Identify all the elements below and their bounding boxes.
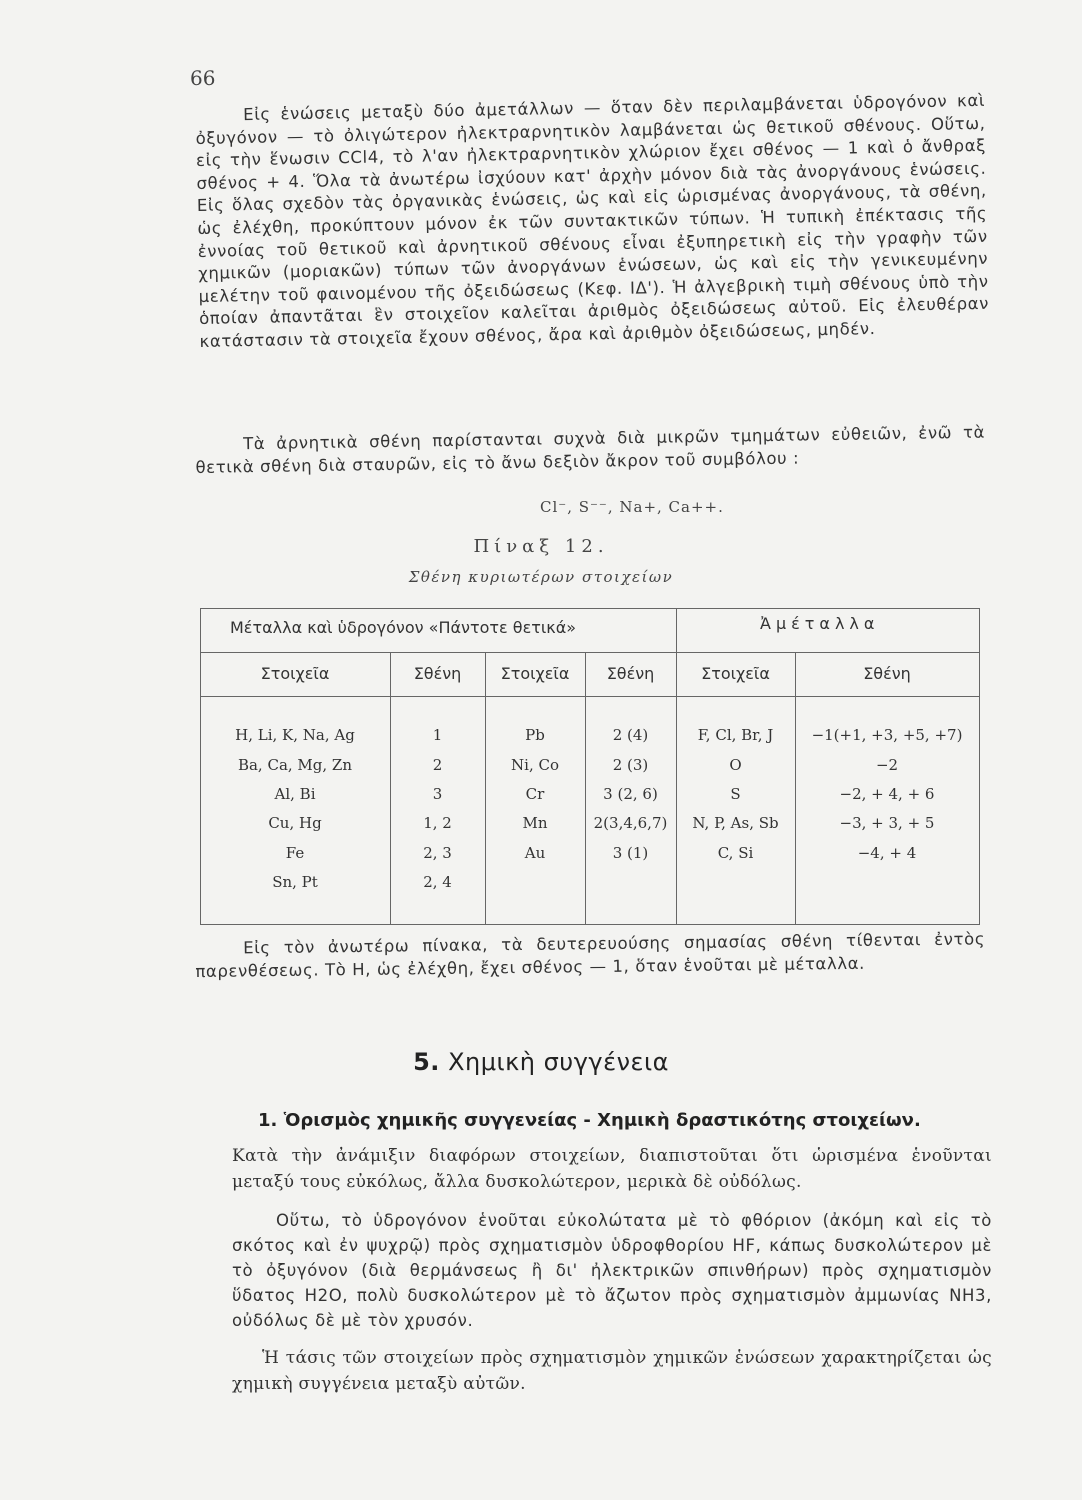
paragraph-table-note: Εἰς τὸν ἀνωτέρω πίνακα, τὰ δευτερευούσης σημασίας σθένη τίθενται ἐντὸς παρενθέσεως. Τὸ H, ὡς ἐλέχθη, ἔχει σθένος — 1, ὅταν ἑνοῦται μὲ μέταλλα. <box>195 929 986 981</box>
col-header: Στοιχεῖα <box>500 664 570 683</box>
paragraph-mixing: Κατὰ τὴν ἀνάμιξιν διαφόρων στοιχείων, διαπιστοῦται ὅτι ὡρισμένα ἑνοῦνται μεταξύ τους εὐκόλως, ἄλλα δυσκολώτερον, μερικὰ δὲ οὐδόλως. <box>232 1146 992 1192</box>
page-number: 66 <box>190 66 216 90</box>
table-cell: −1(+1, +3, +5, +7) <box>811 726 963 744</box>
paragraph-valence-notation: Τὰ ἀρνητικὰ σθένη παρίστανται συχνὰ διὰ μικρῶν τμημάτων εὐθειῶν, ἐνῶ τὰ θετικὰ σθένη διὰ σταυρῶν, εἰς τὸ ἄνω δεξιὸν ἄκρον τοῦ συμβόλου : <box>195 422 986 477</box>
table-cell: 1, 2 <box>423 814 452 832</box>
subsection-title: 1. Ὁρισμὸς χημικῆς συγγενείας - Χημικὴ δραστικότης στοιχείων. <box>258 1110 921 1131</box>
ion-examples: Cl⁻, S⁻⁻, Na+, Ca++. <box>540 498 724 516</box>
table-caption: Σθένη κυριωτέρων στοιχείων <box>408 568 674 586</box>
table-cell: Mn <box>522 814 548 832</box>
table-cell: Cr <box>525 785 545 803</box>
section-number: 5. <box>413 1048 440 1076</box>
valence-table <box>200 608 980 926</box>
table-cell: −4, + 4 <box>857 844 917 862</box>
col-header: Σθένη <box>606 664 655 683</box>
table-cell: Fe <box>285 844 305 862</box>
paragraph-hydrogen-examples: Οὕτω, τὸ ὑδρογόνον ἑνοῦται εὐκολώτατα μὲ τὸ φθόριον (ἀκόμη καὶ εἰς τὸ σκότος καὶ ἐν ψυχρῷ) πρὸς σχηματισμὸν ὑδροφθορίου HF, κάπως δυσκολώτερον μὲ τὸ ὀξυγόνον (διὰ θερμάνσεως ἢ δι' ἠλεκτρικῶν σπινθήρων) πρὸς σχηματισμὸν ὕδατος H2O, πολὺ δυσκολώτερον μὲ τὸ ἄζωτον πρὸς σχηματισμὸν ἀμμωνίας NH3, οὐδόλως δὲ μὲ τὸν χρυσόν. <box>232 1211 992 1330</box>
section-title-text: Χημικὴ συγγένεια <box>448 1048 669 1076</box>
table-cell: F, Cl, Br, J <box>697 726 774 744</box>
table-cell: 3 (1) <box>612 844 649 862</box>
table-cell: Ba, Ca, Mg, Zn <box>237 756 353 774</box>
table-cell: Sn, Pt <box>272 873 318 891</box>
paragraph-chemical-affinity: Ἡ τάσις τῶν στοιχείων πρὸς σχηματισμὸν χημικῶν ἑνώσεων χαρακτηρίζεται ὡς χημικὴ συγγένεια μεταξὺ αὐτῶν. <box>232 1348 992 1394</box>
table-cell: −3, + 3, + 5 <box>839 814 935 832</box>
table-cell: N, P, As, Sb <box>692 814 779 832</box>
table-cell: 2 (3) <box>612 756 649 774</box>
table-cell: 1 <box>432 726 443 744</box>
header-nonmetals: Ἀμέταλλα <box>760 614 880 633</box>
table-cell: 2, 4 <box>423 873 452 891</box>
section-title <box>0 1048 1082 1076</box>
paragraph-oxidation-number: Εἰς ἑνώσεις μεταξὺ δύο ἀμετάλλων — ὅταν δὲν περιλαμβάνεται ὑδρογόνον καὶ ὀξυγόνον — τὸ ὀλιγώτερον ἠλεκτραρνητικὸν λαμβάνεται ὡς θετικοῦ σθένους. Οὕτω, εἰς τὴν ἕνωσιν CCl4, τὸ λ'αν ἠλεκτραρνητικὸν χλώριον ἔχει σθένος — 1 καὶ ὁ ἄνθραξ σθένος + 4. Ὅλα τὰ ἀνωτέρω ἰσχύουν κατ' ἀρχὴν μόνον διὰ τὰς ἀνοργάνους ἑνώσεις. Εἰς ὅλας σχεδὸν τὰς ὀργανικὰς ἑνώσεις, ὡς καὶ εἰς ὡρισμένας ἀνοργάνους, τὰ σθένη, ὡς ἐλέχθη, προκύπτουν μόνον ἐκ τῶν συντακτικῶν τύπων. Ἡ τυπικὴ ἐπέκτασις τῆς ἐννοίας τοῦ θετικοῦ καὶ ἀρνητικοῦ σθένους εἶναι ἐξυπηρετικὴ εἰς τὴν γραφὴν τῶν χημικῶν (μοριακῶν) τύπων τῶν ἀνοργάνων ἑνώσεων, ὡς καὶ εἰς τὴν γενικευμένην μελέτην τοῦ φαινομένου τῆς ὀξειδώσεως (Κεφ. ΙΔ'). Ἡ ἀλγεβρικὴ τιμὴ σθένους ὑπὸ τὴν ὁποίαν ἀπαντᾶται ἓν στοιχεῖον καλεῖται ἀριθμὸς ὀξειδώσεως αὐτοῦ. Εἰς ἐλευθέραν κατάστασιν τὰ στοιχεῖα ἔχουν σθένος, ἄρα καὶ ἀριθμὸν ὀξειδώσεως, μηδέν. <box>195 90 990 351</box>
col-header: Σθένη <box>413 664 462 683</box>
table-cell: Pb <box>525 726 545 744</box>
col-header: Στοιχεῖα <box>701 664 770 683</box>
table-cell: Au <box>524 844 546 862</box>
table-cell: 2, 3 <box>423 844 452 862</box>
table-cell: Ni, Co <box>511 756 559 774</box>
table-cell: 2(3,4,6,7) <box>593 814 668 832</box>
table-cell: C, Si <box>717 844 754 862</box>
table-cell: −2, + 4, + 6 <box>839 785 935 803</box>
table-cell: Al, Bi <box>274 785 316 803</box>
table-cell: H, Li, K, Na, Ag <box>235 726 355 744</box>
table-cell: 3 (2, 6) <box>603 785 658 803</box>
table-cell: 3 <box>432 785 443 803</box>
table-cell: −2 <box>875 756 899 774</box>
table-cell: Cu, Hg <box>268 814 322 832</box>
col-header: Σθένη <box>863 664 911 683</box>
header-metals: Μέταλλα καὶ ὑδρογόνον «Πάντοτε θετικά» <box>230 618 577 637</box>
col-header: Στοιχεῖα <box>260 664 330 683</box>
table-cell: 2 (4) <box>612 726 649 744</box>
table-cell: S <box>730 785 741 803</box>
table-cell: O <box>729 756 742 774</box>
table-number: Πίναξ 12. <box>473 536 609 557</box>
table-cell: 2 <box>432 756 443 774</box>
